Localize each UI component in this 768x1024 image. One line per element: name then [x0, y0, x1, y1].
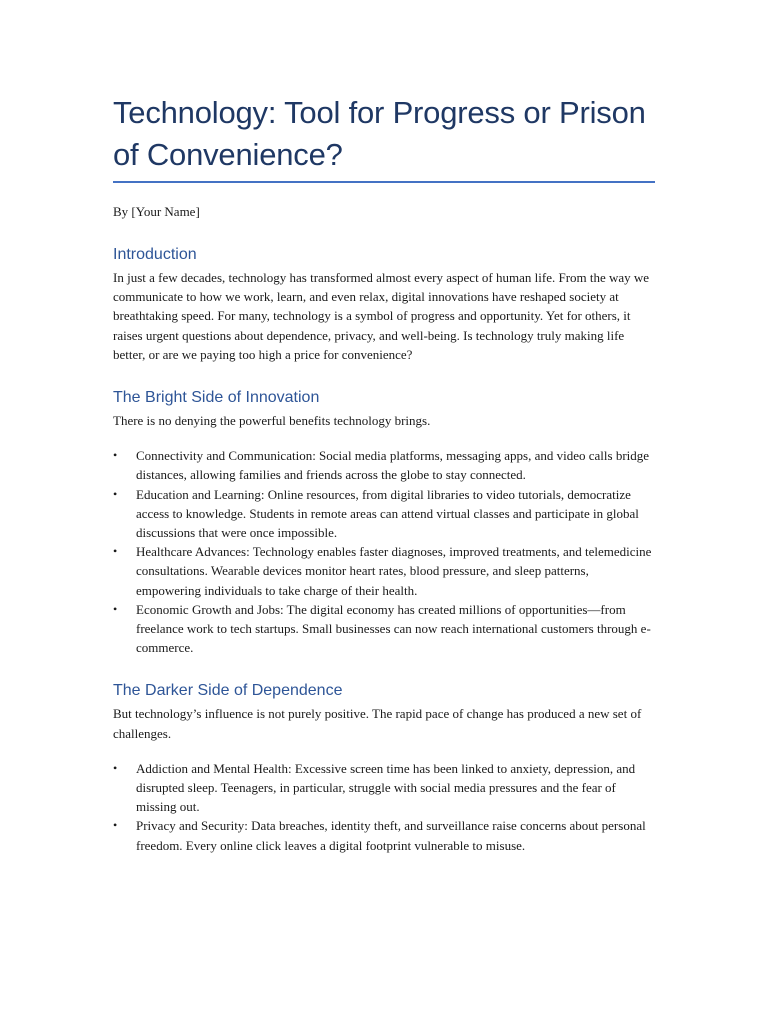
list-item-text: Privacy and Security: Data breaches, identity theft, and surveillance raise concerns about personal freedom. Every online click leaves a digital footprint vulnerable to misuse. — [136, 818, 646, 853]
bullet-icon: • — [113, 818, 118, 833]
document-page — [113, 92, 655, 855]
heading-introduction: Introduction — [113, 246, 197, 263]
bullet-icon: • — [113, 601, 118, 616]
list-item-text: Education and Learning: Online resources, from digital libraries to video tutorials, democratize access to knowledge. Students in remote areas can attend virtual classes and participate in global discussions that were once impossible. — [136, 486, 639, 541]
byline: By [Your Name] — [113, 204, 200, 219]
list-item — [113, 446, 655, 484]
list-item-text: Healthcare Advances: Technology enables faster diagnoses, improved treatments, and telemedicine consultations. Wearable devices monitor heart rates, blood pressure, and sleep patterns, empowering individuals to take charge of their health. — [136, 544, 652, 598]
list-item-text: Addiction and Mental Health: Excessive screen time has been linked to anxiety, depression, and disrupted sleep. Teenagers, in particular, struggle with social media pressures and the fear of missing out. — [136, 760, 636, 815]
title-underline — [113, 181, 655, 183]
document-title: Technology: Tool for Progress or Prison of Convenience? — [113, 95, 646, 172]
heading-darker-side: The Darker Side of Dependence — [113, 682, 343, 700]
bullet-icon: • — [113, 544, 118, 559]
bullet-icon: • — [113, 448, 118, 463]
list-item-text: Connectivity and Communication: Social media platforms, messaging apps, and video calls bridge distances, allowing families and friends across the globe to stay connected. — [136, 448, 650, 483]
list-item — [113, 816, 655, 854]
intro-paragraph: In just a few decades, technology has transformed almost every aspect of human life. From the way we communicate to how we work, learn, and even relax, digital innovations have reshaped society at breathtaking speed. For many, technology is a symbol of progress and opportunity. Yet for others, it raises urgent questions about dependence, privacy, and well-being. Is technology truly making life better, or are we paying too high a price for convenience? — [113, 270, 650, 362]
list-item — [113, 485, 655, 543]
bullet-icon: • — [113, 486, 118, 501]
bright-side-list — [113, 446, 655, 657]
darker-side-paragraph: But technology’s influence is not purely positive. The rapid pace of change has produced a new set of challenges. — [113, 706, 642, 741]
list-item — [113, 542, 655, 600]
list-item — [113, 600, 655, 658]
heading-bright-side: The Bright Side of Innovation — [113, 389, 320, 407]
list-item — [113, 759, 655, 817]
darker-side-list — [113, 759, 655, 855]
bullet-icon: • — [113, 760, 118, 775]
list-item-text: Economic Growth and Jobs: The digital economy has created millions of opportunities—from freelance work to tech startups. Small businesses can now reach international customers through e-commerce. — [136, 601, 651, 656]
bright-side-paragraph: There is no denying the powerful benefits technology brings. — [113, 413, 431, 429]
